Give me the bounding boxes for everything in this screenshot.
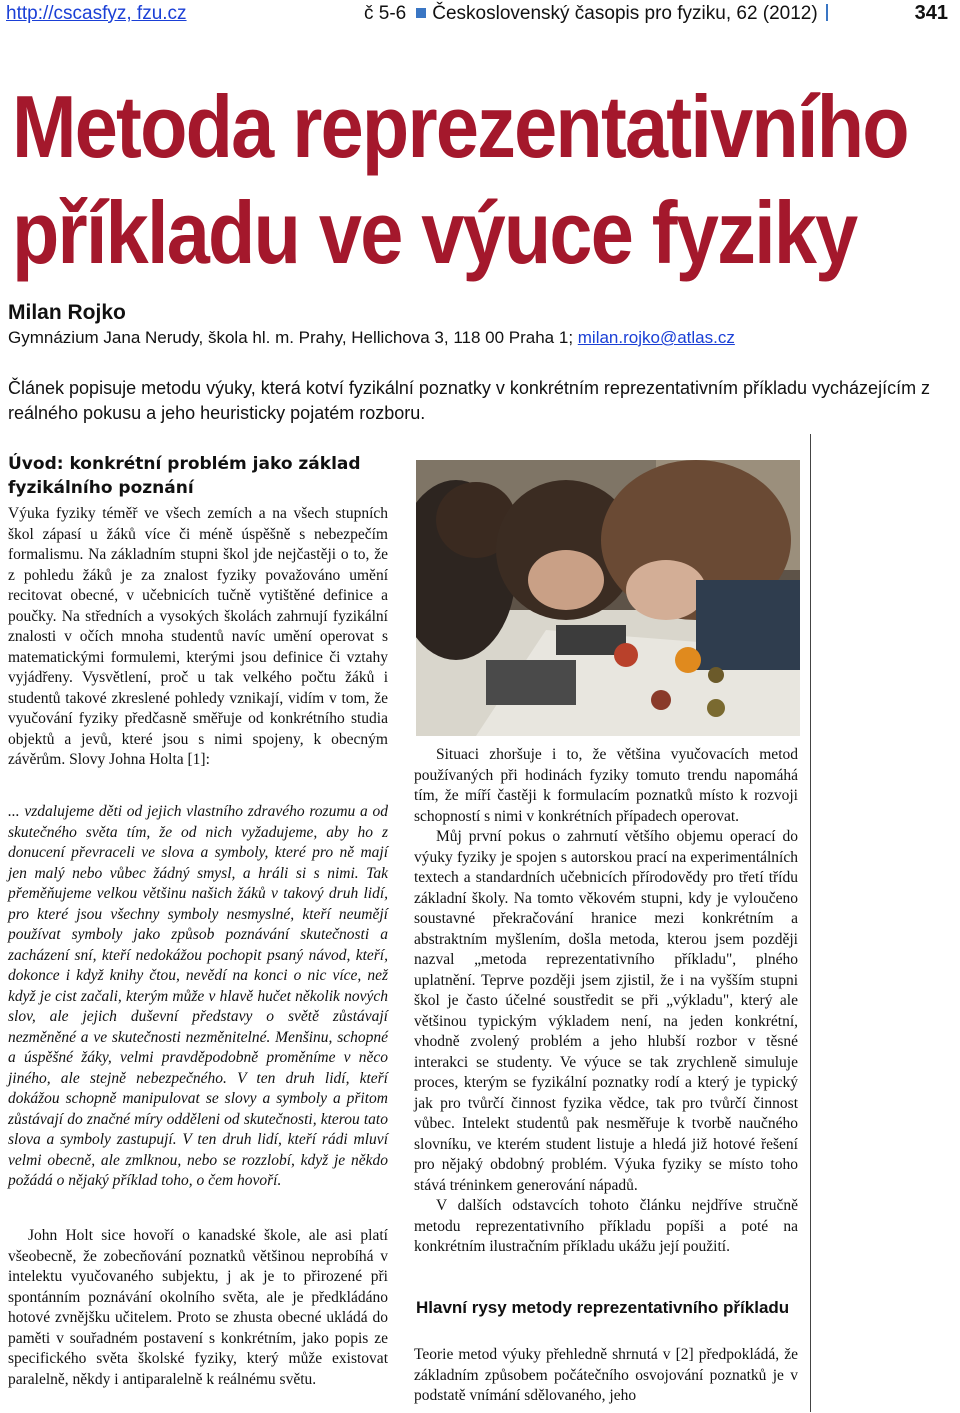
paragraph-intro: Výuka fyziky téměř ve všech zemích a na všech stupních škol zápasí u žáků více či méně úspěšně s nebezpečím formalismu. Na základním stupni škol jde nejčastěji o to, že z pohledu žáků je za znalost fyziky považováno umění recitovat obecné, v učebnicích tučně vytištěné definice a poučky. Na středních a vysokých školách zahrnují fyzikální znalosti v očích mnoha studentů navíc umění operovat s matematickými formulemi, kterými jsou definice či vztahy vyjádřeny. Vysvětlení, proč u tak velkého počtu žáků i studentů takové zkreslené pohledy vznikají, vidím v tom, že vyučování fyziky předčasně směřuje od konkrétního studia objektů a jevů, které jsou s nimi spojeny, k obecným závěrům. Slovy Johna Holta [1]: [8,505,388,768]
affiliation-text: Gymnázium Jana Nerudy, škola hl. m. Prahy, Hellichova 3, 118 00 Praha 1; [8,328,578,347]
square-bullet-icon [416,8,426,18]
title-line-1: Metoda reprezentativního [12,77,908,176]
paragraph-situation: Situaci zhoršuje i to, že většina vyučovacích metod používaných při hodinách fyziky tomuto trendu napomáhá tím, že míří častěji k formulacím poznatků místo k rozvoji schopností s nimi v konkrétních případech operovat. [414,746,798,825]
issue-number: č 5-6 [364,3,407,24]
classroom-photo [416,460,800,736]
right-column-text [414,745,798,1258]
paragraph-theory: Teorie metod výuky přehledně shrnutá v [2] předpokládá, že základním způsobem počátečního osvojování poznatků je v podstatě vnímání sdělovaného, jeho [414,1346,798,1404]
abstract: Článek popisuje metodu výuky, která kotví fyzikální poznatky v konkrétním reprezentativním příkladu vycházejícím z reálného pokusu a jeho heuristicky pojatém rozboru. [8,378,931,423]
paragraph-next: V dalších odstavcích tohoto článku nejdříve stručně metodu reprezentativního příkladu popíši a poté na konkrétním ilustračním příkladu ukážu její použití. [414,1197,798,1255]
author-name: Milan Rojko [8,301,126,324]
paragraph-first-attempt: Můj první pokus o zahrnutí většího objemu operací do výuky fyziky je spojen s autorskou prací na experimentálních textech a standardních učebnicích přírodovědy pro třetí třídu základní školy. Na tomto věkovém stupni, kdy je vyloučeno soustavné překračování hranice mezi konkrétním a abstraktním myšlením, došla metoda, kterou jsem později nazval „metoda reprezentativního příkladu", plného uplatnění. Teprve později jsem zjistil, že i na vyšším stupni škol je často účelné soustředit se při „výkladu", který ale většinou typickým výkladem není, na jeden konkrétní, vhodně zvolený problém a jeho hlubší rozbor v těsné interakci se studenty. Ve výuce se tak zrychleně simuluje proces, kterým se fyzikální poznatky rodí a který je typický jak pro tvůrčí činnost fyzika vědce, tak pro tvůrčí činnost vůbec. Intelekt studentů pak nesměřuje k tvorbě naučného slovníku, ve kterém student listuje a hledá již hotové řešení pro nějaký obdobný problém. Výuka fyziky se místo toho stává tréninkem generování nápadů. [414,828,798,1194]
journal-url-link[interactable]: http://cscasfyz, fzu.cz [6,3,187,24]
block-quote: ... vzdalujeme děti od jejich vlastního zdravého rozumu a od skutečného světa tím, že od nich vyžadujeme, aby ho z donucení převraceli ve slova a symboly, které pro ně mají jen malý nebo vůbec žádný smysl, a hráli si s nimi. Tak přeměňujeme velkou většinu našich žáků v takový druh lidí, pro které jsou všechny symboly nesmyslné, kteří neumějí používat symboly jako způsob poznávání skutečnosti a zacházení sní, kteří nedokážou pochopit psaný návod, kteří, dokonce i když knihy čtou, nevědí na konci o nic více, než když je cist začali, kterým může v hlavě hučet několik nových slov, ale jejich duševní představy o světě zůstávají nezměněné a ve skutečnosti nezměnitelné. Menšinu, schopné a úspěšné žáky, velmi pravděpodobně proměníme v něco jiného, ale stejně nebezpečného. V ten druh lidí, kteří dokážou schopně manipulovat se slovy a symboly a přitom zůstávají do značné míry odděleni od skutečnosti, kterou tato slova a symboly zastupují. V ten druh lidí, kteří rádi mluví velmi obecně, ale zmlknou, nebo se rozzlobí, když je někdo požádá o nějaký příklad toho, o čem hovoří. [8,803,388,1189]
separator-bar [826,4,828,21]
page-number: 341 [914,2,948,24]
section-heading-intro: Úvod: konkrétní problém jako základ fyzikálního poznání [8,454,361,498]
journal-name: Československý časopis pro fyziku, 62 (2012) [432,3,818,24]
title-line-2: příkladu ve výuce fyziky [12,183,857,282]
section-heading-main-features: Hlavní rysy metody reprezentativního příkladu [416,1298,790,1317]
issue-info [364,3,838,25]
column-divider [810,434,811,1412]
article-title [12,74,908,286]
email-link[interactable]: milan.rojko@atlas.cz [577,328,735,347]
affiliation [8,328,735,348]
paragraph-holt: John Holt sice hovoří o kanadské škole, ale asi platí všeobecně, že zobecňování poznatků většinou neprobíhá v intelektu vyučovaného subjektu, j ak je to přirozené při spontánním poznávání okolního světa, ale je předkládáno hotové zvnějšku učitelem. Proto se zhusta obecné ukládá do paměti v souřadném postavení s konkrétním, jako popis ze specifického světa školské fyziky, který může existovat paralelně, někdy i antiparalelně k reálnému světu. [8,1227,388,1388]
